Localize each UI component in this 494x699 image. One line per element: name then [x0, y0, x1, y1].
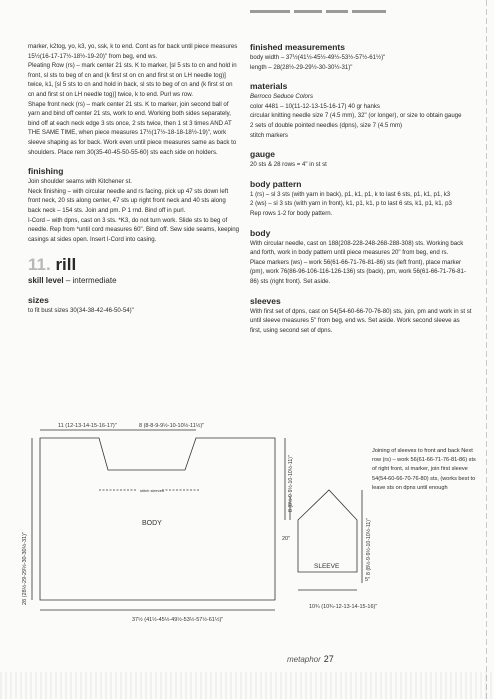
sleeve-label: SLEEVE [314, 563, 340, 570]
body-paragraph: With circular needle, cast on 188(208-228-248-268-288-308) sts. Working back and forth, work in body pattern until piece measures 20" from beg, end rs. [250, 239, 464, 257]
measurement-line: length – 28(28½-29-29½-30-30½-31)" [250, 63, 353, 71]
page-number: 27 [323, 654, 334, 664]
section-heading-sleeves: sleeves [250, 295, 281, 306]
material-line: stitch markers [250, 131, 288, 139]
yarn-brand: Berroco Seduce Colors [250, 93, 313, 101]
header-rule [250, 0, 420, 4]
body-paragraph: With first set of dpns, cast on 54(54-60-66-70-76-80) sts, join, pm and work in st st until sleeve measures 5" from beg, end ws. Set aside. Work second sleeve as first, using second set of dpns. [250, 307, 472, 334]
project-number: 11. [28, 255, 51, 275]
left-column [28, 42, 240, 316]
pattern-row: Rep rows 1-2 for body pattern. [250, 209, 333, 217]
sleeve-top-label: 20" [282, 536, 291, 542]
right-column [250, 42, 472, 335]
body-paragraph: marker, k2tog, yo, k3, yo, ssk, k to end. Cont as for back until piece measures 15½(16-17-17½-18½-19-20)" from beg, end ws. [28, 43, 238, 60]
top-left-label: 11 (12-13-14-15-16-17)" [58, 423, 117, 429]
skill-value: – intermediate [63, 276, 117, 286]
gauge-text: 20 sts & 28 rows = 4" in st st [250, 161, 327, 169]
measurement-line: body width – 37½(41½-45½-49½-53½-57½-61½)" [250, 54, 386, 61]
material-line: color 4481 – 10(11-12-13-15-16-17) 40 gr hanks [250, 102, 380, 110]
section-heading-body-pattern: body pattern [250, 178, 302, 189]
page-edge [486, 0, 487, 699]
left-height-label: 28 (28½-29-29½-30-30½-31)" [22, 532, 28, 605]
sleeves-join-text [372, 447, 480, 493]
material-line: circular knitting needle size 7 (4.5 mm), 32" (or longer), or size to obtain gauge [250, 112, 462, 120]
material-line: 2 sets of double pointed needles (dpns), size 7 (4.5 mm) [250, 121, 403, 129]
section-heading-gauge: gauge [250, 149, 276, 160]
sleeve-side-label: 8 (8½-9-9½-10-10½-11)" [366, 518, 372, 575]
scan-noise [0, 672, 494, 699]
pattern-row: 1 (rs) – sl 3 sts (with yarn in back), p1, k1, p1, k to last 6 sts, p1, k1, p1, k3 [250, 190, 451, 198]
section-heading-materials: materials [250, 81, 288, 92]
body-label: BODY [142, 520, 162, 527]
body-paragraph: Pleating Row (rs) – mark center 21 sts. K to marker, [sl 5 sts to cn and hold in front, sl sts to beg of cn and (k first st on cn and first st on LH needle tog)] twice, k1, [sl 5 sts to cn and hold in back, sl sts to beg of cn and (k first st on cn and first st on LH needle tog)] twice, k to end. Purl ws row. [28, 62, 237, 98]
sleeve-cuff-label: 5" [365, 577, 371, 583]
skill-level [28, 275, 240, 286]
sizes-text: to fit bust sizes 30(34-38-42-46-50-54)" [28, 307, 134, 315]
project-name: rill [55, 255, 77, 275]
body-paragraph: Neck finishing – with circular needle and rs facing, pick up 47 sts down left front neck, 20 sts along center, 47 sts up right front neck and 40 sts along back neck – 154 sts. Join and pm. P 1 rnd. Bind off in purl. [28, 187, 229, 214]
body-paragraph: Shape front neck (rs) – mark center 21 sts. K to marker, join second ball of yarn and bind off center 21 sts, work to end. Working both sides separately, bind off at each neck edge 3 sts once, 2 sts twice, then 1 st 3 times AND AT THE SAME TIME, when piece measures 17½(17½-18-18-18½-19)", work sleeve shaping as for back. Work even until piece measures same as back to shoulders. Place rem 30(35-40-45-50-55-60) sts each side on holders. [28, 100, 237, 156]
section-heading-finished-measurements: finished measurements [250, 42, 345, 52]
bottom-width-label: 37½ (41½-45½-49½-53½-57½-61½)" [132, 617, 224, 623]
stitch-sleeves-label: stitch sleeves [140, 488, 165, 493]
project-title [28, 255, 240, 275]
pattern-row: 2 (ws) – sl 3 sts (with yarn in front), k1, p1, k1, p to last 6 sts, k1, p1, k1, p3 [250, 200, 452, 208]
body-outline [40, 438, 275, 600]
body-paragraph: Join shoulder seams with Kitchener st. [28, 178, 132, 186]
sleeve-bottom-label: 10¾ (10¾-12-13-14-15-16)" [309, 604, 378, 610]
section-heading-body: body [250, 227, 271, 238]
right-side-label: 8 (8½-9-9½-10-10½-11)" [288, 455, 294, 512]
section-heading-finishing: finishing [28, 166, 64, 177]
sleeve-outline [298, 490, 357, 572]
page-footer [287, 654, 334, 664]
sleeves-join-paragraph: Joining of sleeves to front and back Next row (rs) – work 56(61-66-71-76-81-86) sts of right front, sl marker, join first sleeve 54(54-60-66-70-76-80) sts, (works best to leave sts on dpns until enough [372, 448, 476, 491]
top-neck-label: 8 (8-8-9-9½-10-10½-11½)" [139, 423, 205, 429]
section-heading-sizes: sizes [28, 295, 49, 306]
footer-brand: metaphor [287, 655, 321, 664]
body-paragraph: Place markers (ws) – work 56(61-66-71-76-81-86) sts (left front), place marker (pm), work 76(86-96-106-116-126-136) sts (back), pm, work 56(61-66-71-76-81-86) sts (right front). Set aside. [250, 258, 466, 285]
skill-label: skill level [28, 276, 64, 286]
body-paragraph: I-Cord – with dpns, cast on 3 sts. *K3, do not turn work. Slide sts to beg of needle. Rep from *until cord measures 60". Bind off. Sew side seams, keeping casings at sides open. Insert I-Cord into casing. [28, 216, 240, 243]
